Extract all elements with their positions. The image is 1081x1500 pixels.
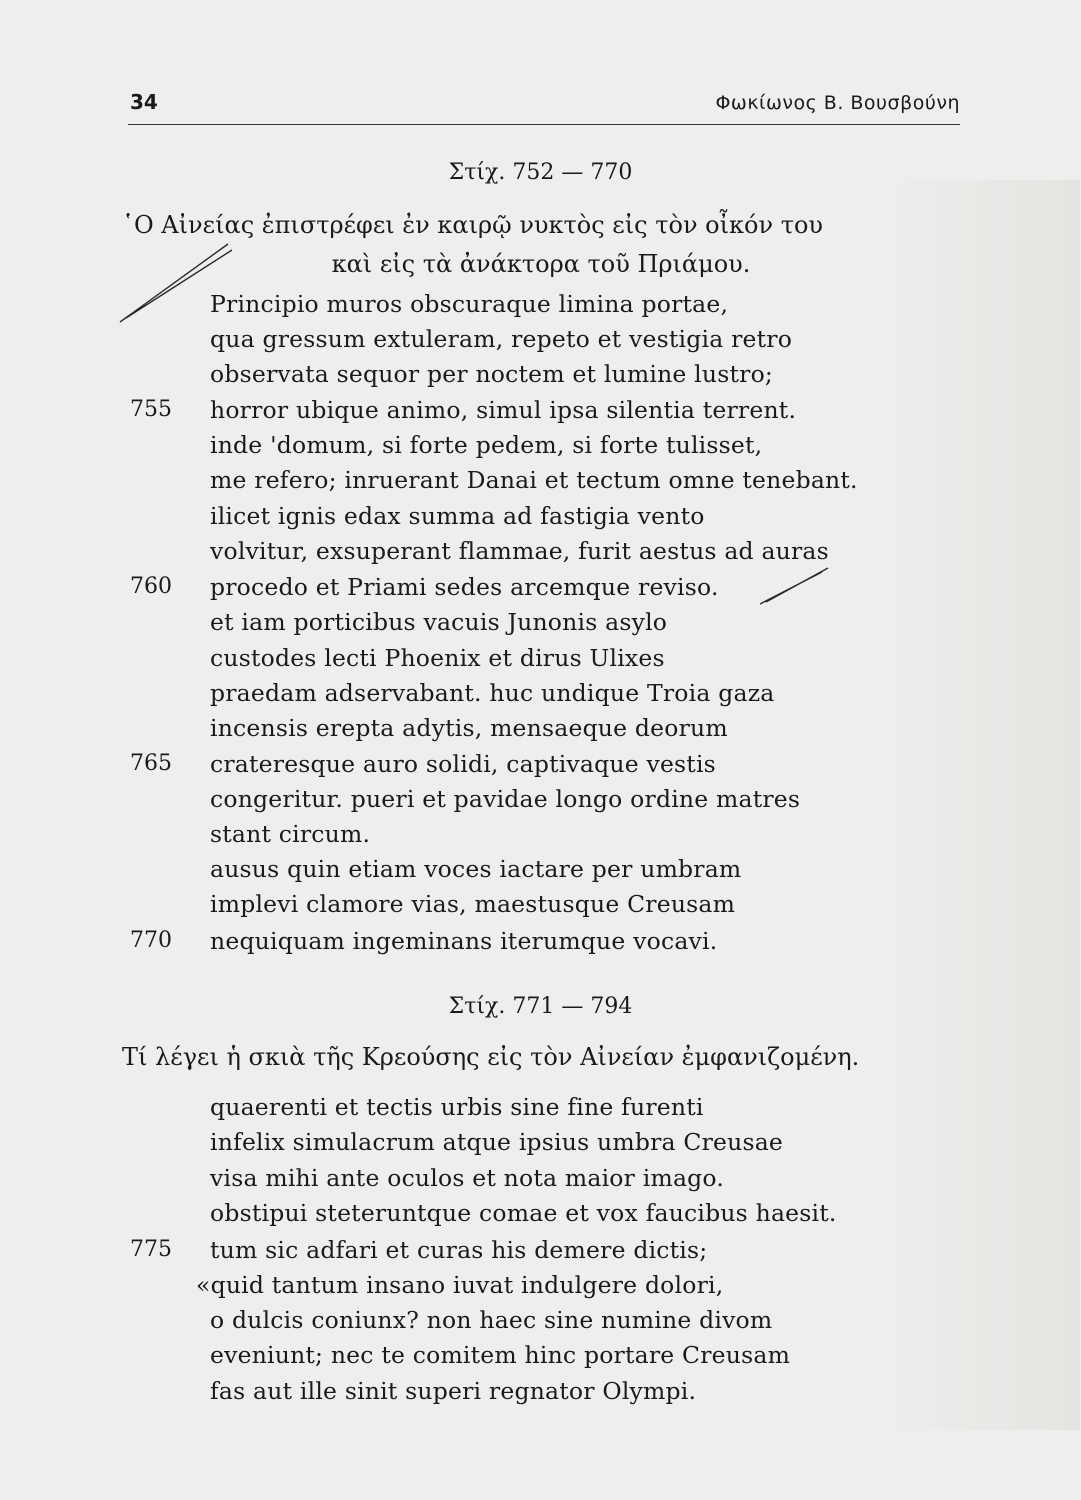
verse-line: incensis erepta adytis, mensaeque deorum <box>210 714 728 742</box>
verse-line: infelix simulacrum atque ipsius umbra Creusae <box>210 1128 784 1156</box>
section-1-title-line-2: καὶ εἰς τὰ ἀνάκτορα τοῦ Πριάμου. <box>331 250 751 278</box>
line-number: 760 <box>130 574 172 599</box>
section-1-title-line-1: ῾Ο Αἰνείας ἐπιστρέφει ἐν καιρῷ νυκτὸς εἰς τὸν οἶκόν του <box>122 211 824 239</box>
verse-line: quaerenti et tectis urbis sine fine furenti <box>210 1093 704 1121</box>
verse-line: crateresque auro solidi, captivaque vestis <box>210 750 716 778</box>
verse-line: o dulcis coniunx? non haec sine numine divom <box>210 1306 773 1334</box>
verse-line: «quid tantum insano iuvat indulgere dolori, <box>196 1271 724 1299</box>
verse-line: ausus quin etiam voces iactare per umbram <box>210 855 742 883</box>
verse-line: nequiquam ingeminans iterumque vocavi. <box>210 927 718 955</box>
verse-line: eveniunt; nec te comitem hinc portare Creusam <box>210 1341 791 1369</box>
verse-line: procedo et Priami sedes arcemque reviso. <box>210 573 719 601</box>
verse-line: visa mihi ante oculos et nota maior imago. <box>210 1164 725 1192</box>
verse-line: custodes lecti Phoenix et dirus Ulixes <box>210 644 665 672</box>
verse-line: praedam adservabant. huc undique Troia gaza <box>210 679 775 707</box>
verse-line: observata sequor per noctem et lumine lustro; <box>210 360 774 388</box>
verse-line: horror ubique animo, simul ipsa silentia terrent. <box>210 396 797 424</box>
verse-line: tum sic adfari et curas his demere dictis; <box>210 1236 708 1264</box>
verse-line: qua gressum extuleram, repeto et vestigia retro <box>210 325 793 353</box>
section-2-verse-range: Στίχ. 771 — 794 <box>448 994 633 1019</box>
pen-mark-slash-left <box>120 244 232 322</box>
page-number: 34 <box>130 90 158 114</box>
verse-line: ilicet ignis edax summa ad fastigia vento <box>210 502 705 530</box>
line-number: 775 <box>130 1237 172 1262</box>
section-1-verse-range: Στίχ. 752 — 770 <box>448 160 633 185</box>
line-number: 765 <box>130 751 172 776</box>
verse-line: et iam porticibus vacuis Junonis asylo <box>210 608 668 636</box>
verse-line: me refero; inruerant Danai et tectum omne tenebant. <box>210 466 858 494</box>
running-head: Φωκίωνος Β. Βουσβούνη <box>715 92 960 114</box>
verse-line: inde 'domum, si forte pedem, si forte tulisset, <box>210 431 763 459</box>
section-2-title-line: Τί λέγει ἡ σκιὰ τῆς Κρεούσης εἰς τὸν Αἰνείαν ἐμφανιζομένη. <box>122 1043 860 1071</box>
verse-line: congeritur. pueri et pavidae longo ordine matres <box>210 785 801 813</box>
verse-line: stant circum. <box>210 820 371 848</box>
verse-line: implevi clamore vias, maestusque Creusam <box>210 890 736 918</box>
line-number: 770 <box>130 928 172 953</box>
line-number: 755 <box>130 397 172 422</box>
verse-line: fas aut ille sinit superi regnator Olympi. <box>210 1377 697 1405</box>
verse-line: volvitur, exsuperant flammae, furit aestus ad auras <box>210 537 829 565</box>
pen-mark-slash-right <box>760 568 828 604</box>
verse-line: obstipui steteruntque comae et vox faucibus haesit. <box>210 1199 837 1227</box>
verse-line: Principio muros obscuraque limina portae, <box>210 290 729 318</box>
